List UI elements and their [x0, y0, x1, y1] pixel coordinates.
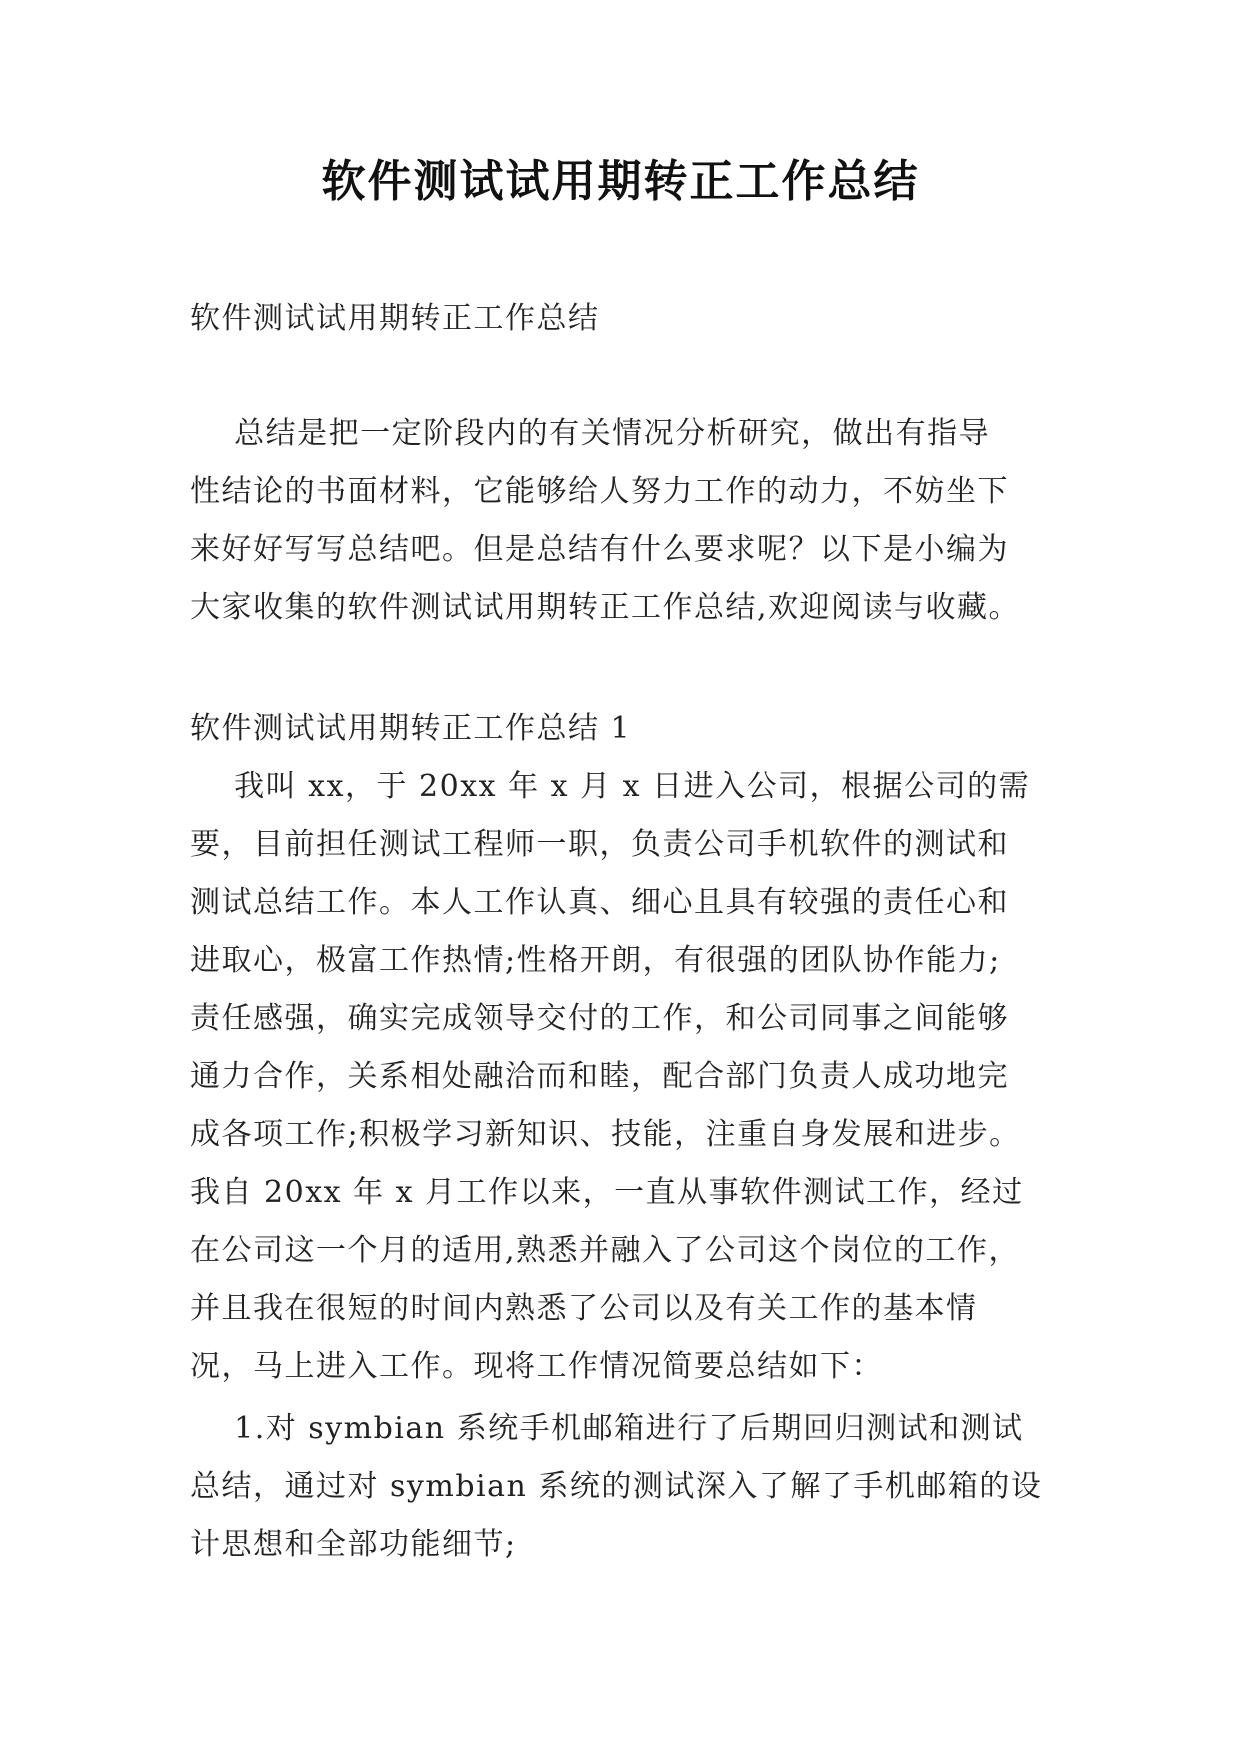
- body-line: 在公司这一个月的适用,熟悉并融入了公司这个岗位的工作，: [190, 1233, 1021, 1268]
- list-item-1: [190, 1400, 1060, 1574]
- body-line: 进取心，极富工作热情;性格开朗，有很强的团队协作能力;: [190, 943, 1001, 978]
- body-line: 测试总结工作。本人工作认真、细心且具有较强的责任心和: [190, 885, 1009, 920]
- body-line: 通力合作，关系相处融洽而和睦，配合部门负责人成功地完: [190, 1059, 1009, 1094]
- intro-line: 来好好写写总结吧。但是总结有什么要求呢？以下是小编为: [190, 532, 1009, 567]
- intro-line: 大家收集的软件测试试用期转正工作总结,欢迎阅读与收藏。: [190, 590, 1021, 625]
- subtitle-line: 软件测试试用期转正工作总结: [190, 301, 600, 336]
- list-item-line: 计思想和全部功能细节;: [190, 1527, 517, 1562]
- section-heading-line: 软件测试试用期转正工作总结 1: [190, 711, 632, 746]
- document-subtitle: [190, 290, 1060, 348]
- body-line: 成各项工作;积极学习新知识、技能，注重自身发展和进步。: [190, 1117, 1021, 1152]
- intro-line: 性结论的书面材料，它能够给人努力工作的动力，不妨坐下: [190, 474, 1009, 509]
- intro-paragraph: [190, 405, 1060, 637]
- body-line: 责任感强，确实完成领导交付的工作，和公司同事之间能够: [190, 1001, 1009, 1036]
- intro-line: 总结是把一定阶段内的有关情况分析研究，做出有指导: [190, 416, 991, 451]
- body-line: 我自 20xx 年 x 月工作以来，一直从事软件测试工作，经过: [190, 1175, 1024, 1210]
- body-line: 要，目前担任测试工程师一职，负责公司手机软件的测试和: [190, 827, 1009, 862]
- section-body-paragraph: [190, 758, 1060, 1396]
- body-line: 并且我在很短的时间内熟悉了公司以及有关工作的基本情: [190, 1291, 978, 1326]
- document-title: 软件测试试用期转正工作总结: [321, 156, 920, 207]
- list-item-line: 总结，通过对 symbian 系统的测试深入了解了手机邮箱的设: [190, 1469, 1043, 1504]
- section-heading: [190, 700, 1060, 758]
- list-item-line: 1.对 symbian 系统手机邮箱进行了后期回归测试和测试: [190, 1411, 1024, 1446]
- body-line: 我叫 xx，于 20xx 年 x 月 x 日进入公司，根据公司的需: [190, 769, 1031, 804]
- body-line: 况，马上进入工作。现将工作情况简要总结如下：: [190, 1349, 883, 1384]
